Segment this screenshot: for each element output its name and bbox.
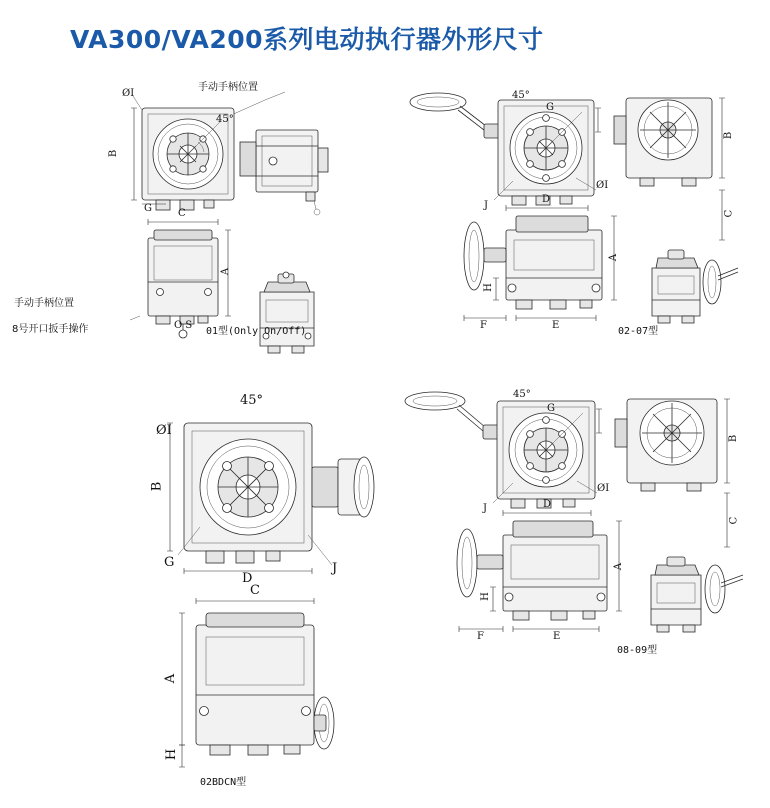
dim-H-02: H [482, 283, 494, 292]
dim-diameter-I-0809: ØI [597, 483, 610, 494]
dim-G-0809: G [547, 403, 555, 414]
dim-angle-45-bdcn: 45° [240, 393, 264, 408]
dim-J-02: J [484, 200, 489, 211]
label-handle-position-bottom: 手动手柄位置 [14, 298, 74, 309]
dim-E-0809: E [553, 631, 561, 642]
label-wrench-operation: 8号开口扳手操作 [12, 324, 89, 335]
figure-01-drawing [70, 70, 400, 340]
dim-G: G [144, 203, 152, 214]
dim-D-02: D [542, 194, 551, 205]
dim-F-0809: F [477, 631, 484, 642]
dim-A-02: A [608, 253, 620, 262]
label-handle-position-top: 手动手柄位置 [198, 82, 258, 93]
dim-diameter-I-bdcn: ØI [156, 423, 172, 438]
dim-H-0809: H [479, 592, 491, 601]
model-label-08-09: 08-09型 [617, 645, 658, 656]
figure-02-07-drawing [400, 70, 750, 340]
figure-02bdcn [100, 375, 410, 795]
dim-angle-45: 45° [216, 114, 234, 125]
dim-C: C [178, 208, 186, 219]
figure-01 [12, 70, 400, 340]
model-label-02bdcn: 02BDCN型 [200, 777, 247, 788]
dim-C-0809: C [728, 516, 740, 525]
dim-angle-45-0809: 45° [513, 389, 531, 400]
dim-C-bdcn: C [250, 583, 260, 598]
dim-B: B [108, 149, 120, 158]
dim-F-02: F [480, 320, 487, 331]
figure-08-09 [395, 375, 755, 675]
dim-D-bdcn: D [242, 571, 253, 586]
dim-H-bdcn: H [164, 748, 180, 761]
page-title: VA300/VA200系列电动执行器外形尺寸 [70, 25, 544, 54]
dim-angle-45-02: 45° [512, 90, 530, 101]
model-label-02-07: 02-07型 [618, 326, 659, 337]
dim-A-bdcn: A [163, 673, 179, 684]
dim-D-0809: D [543, 499, 552, 510]
figure-08-09-drawing [395, 375, 755, 675]
dim-B-bdcn: B [149, 481, 165, 492]
label-OS: O S [174, 320, 193, 331]
dim-G-02: G [546, 102, 554, 113]
dim-J-bdcn: J [332, 561, 338, 576]
dim-diameter-I-02: ØI [596, 180, 609, 191]
dim-A: A [220, 267, 232, 276]
dim-E-02: E [552, 320, 560, 331]
model-label-01: 01型(Only On/Off) [206, 326, 307, 337]
dim-J-0809: J [483, 503, 488, 514]
dim-diameter-I: ØI [122, 88, 135, 99]
dim-G-bdcn: G [164, 555, 175, 570]
figure-02-07 [400, 70, 750, 340]
dim-B-0809: B [728, 434, 740, 443]
dim-C-02: C [723, 209, 735, 218]
dim-A-0809: A [613, 562, 625, 571]
dim-B-02: B [723, 131, 735, 140]
